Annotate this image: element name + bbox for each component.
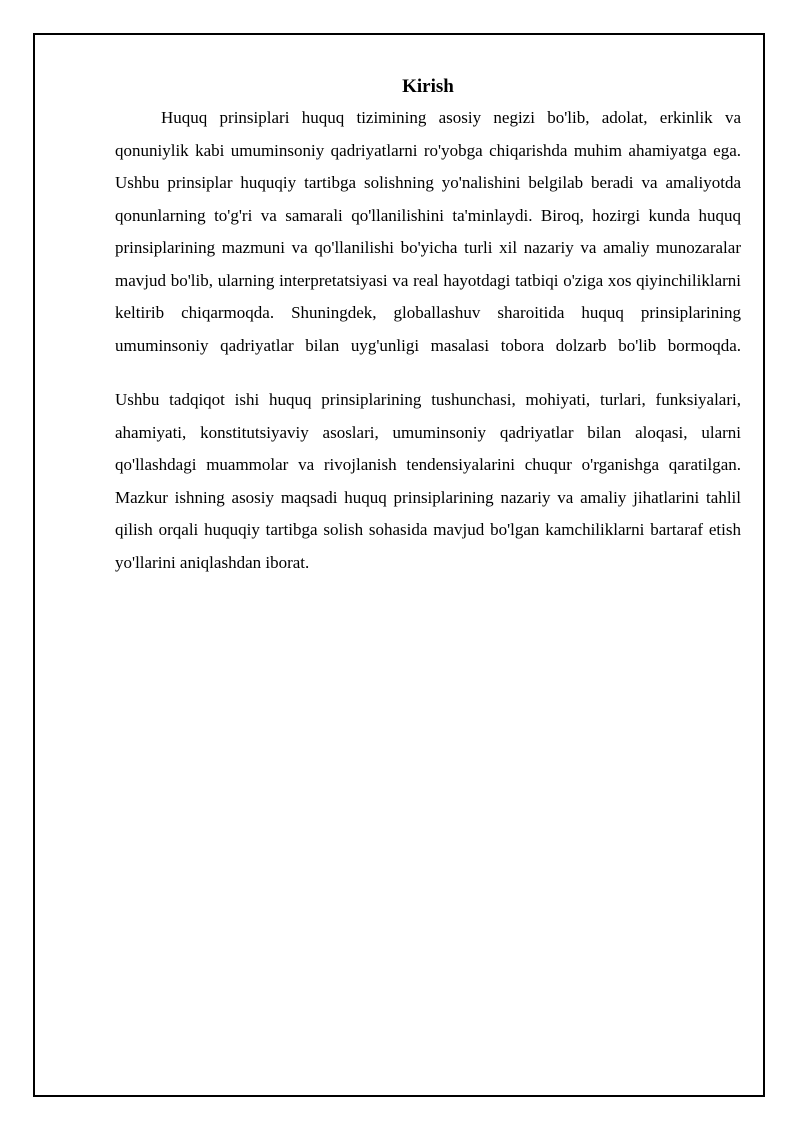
document-body [115, 73, 741, 579]
section-title: Kirish [402, 76, 454, 97]
paragraph-intro: Huquq prinsiplari huquq tizimining asosiy negizi bo'lib, adolat, erkinlik va qonuniylik kabi umuminsoniy qadriyatlarni ro'yobga chiqarishda muhim ahamiyatga ega. Ushbu prinsiplar huquqiy tartibga solishning yo'nalishini belgilab beradi va amaliyotda qonunlarning to'g'ri va samarali qo'llanilishini ta'minlaydi. Biroq, hozirgi kunda huquq prinsiplarining mazmuni va qo'llanilishi bo'yicha turli xil nazariy va amaliy munozaralar mavjud bo'lib, ularning interpretatsiyasi va real hayotdagi tatbiqi o'ziga xos qiyinchiliklarni keltirib chiqarmoqda. Shuningdek, globallashuv sharoitida huquq prinsiplarining umuminsoniy qadriyatlar bilan uyg'unligi masalasi tobora dolzarb bo'lib bormoqda. [115, 108, 741, 355]
paragraph-goal: Ushbu tadqiqot ishi huquq prinsiplarining tushunchasi, mohiyati, turlari, funksiyalari, ahamiyati, konstitutsiyaviy asoslari, umuminsoniy qadriyatlar bilan aloqasi, ularni qo'llashdagi muammolar va rivojlanish tendensiyalarini chuqur o'rganishga qaratilgan. Mazkur ishning asosiy maqsadi huquq prinsiplarining nazariy va amaliy jihatlarini tahlil qilish orqali huquqiy tartibga solish sohasida mavjud bo'lgan kamchiliklarni bartaraf etish yo'llarini aniqlashdan iborat. [115, 390, 741, 572]
paragraph-spacer [115, 362, 741, 384]
